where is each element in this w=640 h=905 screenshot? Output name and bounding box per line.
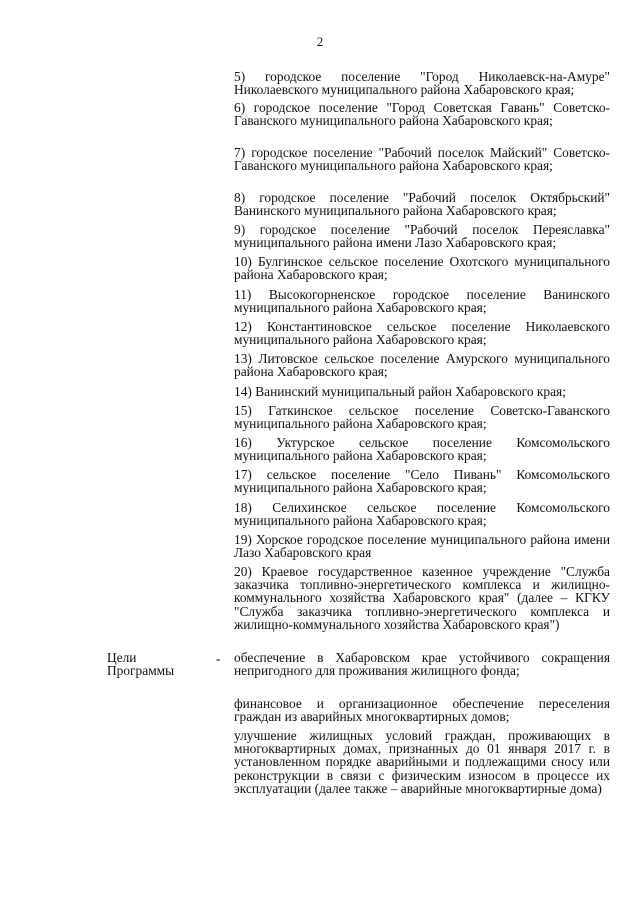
- list-item: 12) Константиновское сельское поселение Николаевского муниципального района Хабаровского края;: [234, 319, 610, 348]
- list-item: 8) городское поселение "Рабочий поселок Октябрьский" Ванинского муниципального района Хабаровского края;: [234, 190, 610, 219]
- list-item: 19) Хорское городское поселение муниципального района имени Лазо Хабаровского края: [234, 532, 610, 561]
- goal-item: улучшение жилищных условий граждан, проживающих в многоквартирных домах, признанных до 01 января 2017 г. в установленном порядке аварийными и подлежащими сносу или реконструкции в связи с физическим износом в процессе их эксплуатации (далее также – аварийные многоквартирные дома): [234, 728, 610, 796]
- list-item: 11) Высокогорненское городское поселение Ванинского муниципального района Хабаровского края;: [234, 287, 610, 316]
- goals-label-line1: Цели: [107, 650, 137, 665]
- list-item: 17) сельское поселение "Село Пивань" Комсомольского муниципального района Хабаровского края;: [234, 467, 610, 496]
- list-item: 10) Булгинское сельское поселение Охотского муниципального района Хабаровского края;: [234, 254, 610, 283]
- goals-label: [107, 651, 174, 677]
- goal-item: финансовое и организационное обеспечение переселения граждан из аварийных многоквартирных домов;: [234, 696, 610, 725]
- list-item: 6) городское поселение "Город Советская Гавань" Советско-Гаванского муниципального района Хабаровского края;: [234, 100, 610, 129]
- list-item: 9) городское поселение "Рабочий поселок Переяславка" муниципального района имени Лазо Хабаровского края;: [234, 222, 610, 251]
- goals-dash: -: [216, 651, 221, 666]
- goals-label-line2: Программы: [107, 663, 175, 679]
- list-item: 18) Селихинское сельское поселение Комсомольского муниципального района Хабаровского края;: [234, 500, 610, 529]
- list-item: 16) Уктурское сельское поселение Комсомольского муниципального района Хабаровского края;: [234, 435, 610, 464]
- list-item: 20) Краевое государственное казенное учреждение "Служба заказчика топливно-энергетического комплекса и жилищно-коммунального хозяйства Хабаровского края" (далее – КГКУ "Служба заказчика топливно-энергетического комплекса и жилищно-коммунального хозяйства Хабаровского края"): [234, 564, 610, 632]
- list-item: 14) Ванинский муниципальный район Хабаровского края;: [234, 384, 566, 399]
- list-item: 15) Гаткинское сельское поселение Советско-Гаванского муниципального района Хабаровского края;: [234, 403, 610, 432]
- list-item: 13) Литовское сельское поселение Амурского муниципального района Хабаровского края;: [234, 351, 610, 380]
- list-item: 7) городское поселение "Рабочий поселок Майский" Советско-Гаванского муниципального района Хабаровского края;: [234, 145, 610, 174]
- page-number: 2: [316, 34, 324, 49]
- list-item: 5) городское поселение "Город Николаевск-на-Амуре" Николаевского муниципального района Хабаровского края;: [234, 69, 610, 98]
- goal-item: обеспечение в Хабаровском крае устойчивого сокращения непригодного для проживания жилищного фонда;: [234, 650, 610, 679]
